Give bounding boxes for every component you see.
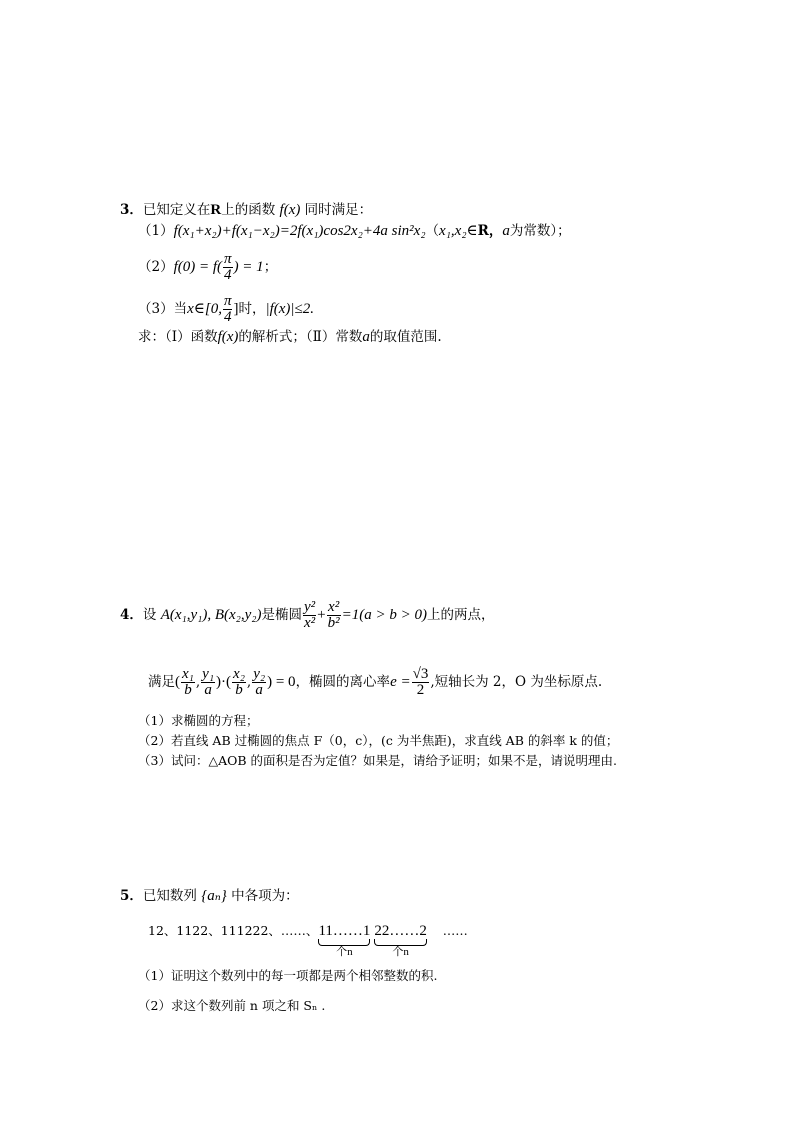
problem-5-question-1: （1）证明这个数列中的每一项都是两个相邻整数的积. xyxy=(138,968,438,983)
problem-3-condition-2: （2）f(0) = f( $\frac{\pi}{4}$ ) = 1； xyxy=(138,251,278,283)
problem-4-number: 4． xyxy=(120,607,143,623)
problem-5-question-2: （2）求这个数列前 n 项之和 Sₙ . xyxy=(138,998,326,1013)
problem-4-intro: 4．设 A(x₁,y₁), B(x₂,y₂)是椭圆 $\frac{\text{y²}}{\text{x²}}$ + $\frac{\text{x²}}{\text{b²}}$ =1(a > b > 0)上的两点， xyxy=(120,599,495,631)
x2-over-b: $\frac{\text{x₂}}{b}$ xyxy=(233,666,245,698)
problem-3-question: 求：（Ⅰ）函数f(x)的解析式；（Ⅱ）常数a的取值范围. xyxy=(138,329,442,345)
problem-4-question-1: （1）求椭圆的方程； xyxy=(138,713,259,728)
pi-over-4-fraction: $\frac{\pi}{4}$ xyxy=(223,293,232,325)
problem-4-question-2: （2）若直线 AB 过椭圆的焦点 F（0，c），(c 为半焦距)，求直线 AB 的斜率 k 的值； xyxy=(138,733,619,748)
pi-over-4-fraction: $\frac{\pi}{4}$ xyxy=(224,251,232,283)
problem-3-condition-3: （3）当x∈[0, $\frac{\pi}{4}$ ]时，|f(x)|≤2. xyxy=(138,293,315,325)
n-ones-group: 11……1 个n xyxy=(318,923,371,958)
problem-3-condition-1: （1）f(x₁+x₂)+f(x₁−x₂)=2f(x₁)cos2x₂+4a sin²x₂（x₁,x₂∈R，a为常数）； xyxy=(138,223,571,239)
problem-3-intro: 3．已知定义在R上的函数 f(x) 同时满足： xyxy=(120,202,373,218)
n-twos-group: 22……2 个n xyxy=(374,923,427,958)
problem-4-question-3: （3）试问：△AOB 的面积是否为定值？如果是，请给予证明；如果不是，请说明理由. xyxy=(138,753,617,768)
y2-over-a: $\frac{\text{y₂}}{a}$ xyxy=(253,666,266,698)
eccentricity-fraction: $\frac{√3}{2}$ xyxy=(412,666,429,698)
y1-over-a: $\frac{\text{y₁}}{a}$ xyxy=(202,666,215,698)
ellipse-term-1: $\frac{\text{y²}}{\text{x²}}$ xyxy=(304,599,316,631)
problem-5-intro: 5．已知数列 {aₙ} 中各项为： xyxy=(120,888,299,904)
problem-5-sequence: 12、1122、111222、……、11……1 个n 22……2 个n …… xyxy=(148,923,468,958)
problem-5-number: 5． xyxy=(120,888,143,904)
problem-4-condition: 满足( $\frac{\text{x₁}}{b}$ , $\frac{\text{y₁}}{a}$ )·( $\frac{\text{x₂}}{b}$ , $\frac{\text{y₂}}{a}$ ) = 0，椭圆的离心率e = $\frac{√3}{2}$ ,短轴长为 2，O 为坐标原点. xyxy=(148,666,603,698)
x1-over-b: $\frac{\text{x₁}}{b}$ xyxy=(182,666,194,698)
ellipse-term-2: $\frac{\text{x²}}{\text{b²}}$ xyxy=(327,599,340,631)
condition-1-formula: f(x₁+x₂)+f(x₁−x₂)=2f(x₁)cos2x₂+4a sin²x₂ xyxy=(173,223,426,239)
problem-3-number: 3． xyxy=(120,202,143,218)
